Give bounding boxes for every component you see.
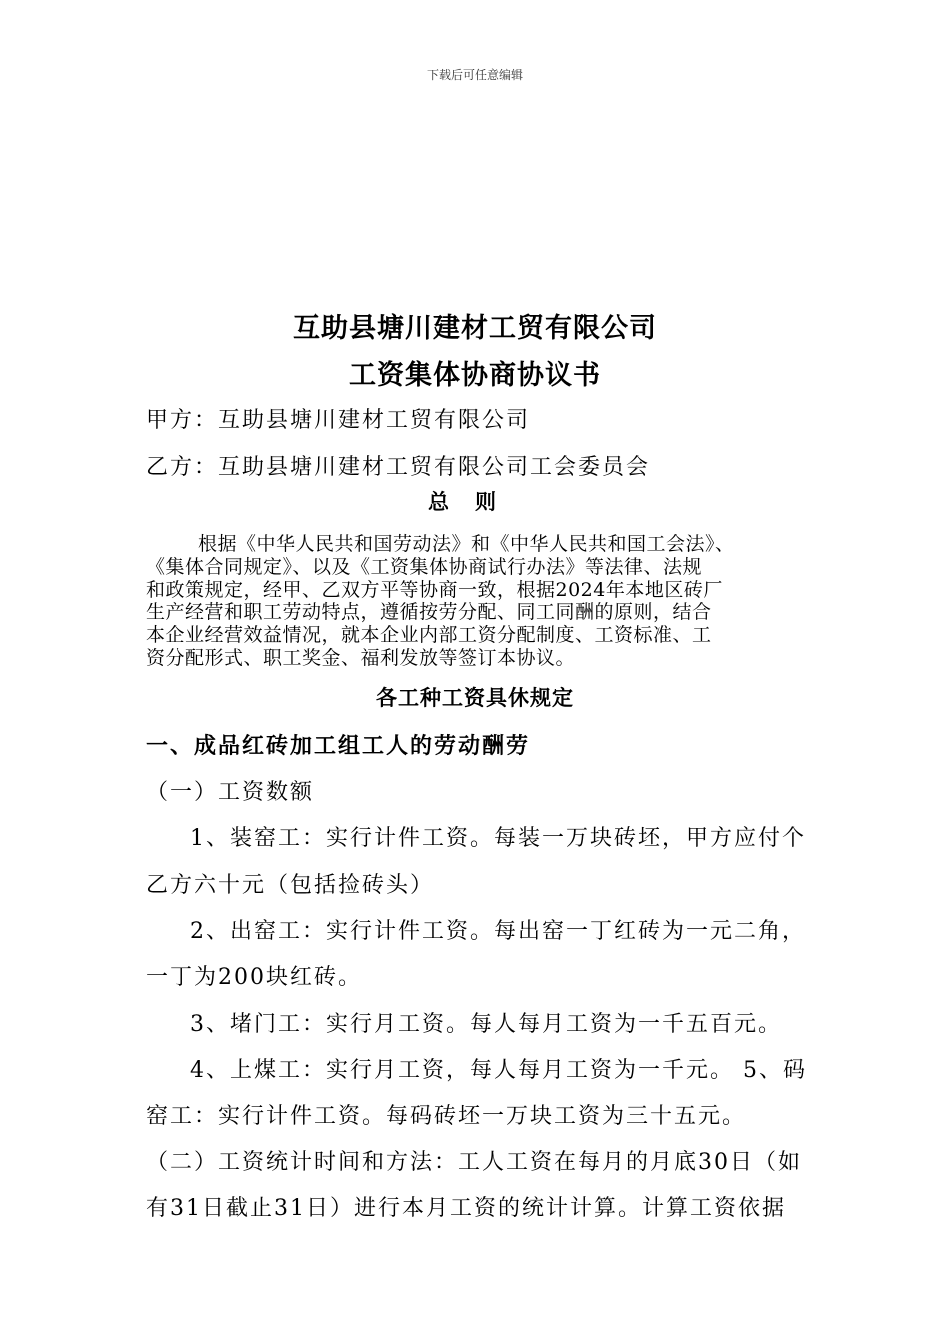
rule-door-sealer: 3、堵门工：实行月工资。每人每月工资为一千五百元。 xyxy=(190,1012,782,1037)
document-title-company: 互助县塘川建材工贸有限公司 xyxy=(293,313,657,344)
intro-line: 生产经营和职工劳动特点，遵循按劳分配、同工同酬的原则，结合 xyxy=(146,601,712,624)
section-heading-specific: 各工种工资具休规定 xyxy=(376,686,574,710)
document-title-agreement: 工资集体协商协议书 xyxy=(349,360,601,391)
party-b: 乙方：互助县塘川建材工贸有限公司工会委员会 xyxy=(146,455,651,480)
intro-line: 本企业经营效益情况，就本企业内部工资分配制度、工资标准、工 xyxy=(146,624,712,647)
intro-line: 资分配形式、职工奖金、福利发放等签订本协议。 xyxy=(146,646,576,669)
intro-line: 根据《中华人民共和国劳动法》和《中华人民共和国工会法》、 xyxy=(198,533,735,555)
header-note: 下载后可任意编辑 xyxy=(426,68,523,82)
intro-line: 和政策规定，经甲、乙双方平等协商一致，根据2024年本地区砖厂 xyxy=(146,578,723,601)
intro-line: 《集体合同规定》、以及《工资集体协商试行办法》等法律、法规 xyxy=(146,555,703,578)
section-heading-general: 总则 xyxy=(428,490,522,514)
rule-kiln-loader: 1、装窑工：实行计件工资。每装一万块砖坯，甲方应付个 xyxy=(190,826,806,851)
subsection-wage-calc: （二）工资统计时间和方法：工人工资在每月的月底30日（如 xyxy=(146,1150,802,1175)
intro-paragraph xyxy=(146,533,814,670)
rule-kiln-unloader: 2、出窑工：实行计件工资。每出窑一丁红砖为一元二角， xyxy=(190,919,806,944)
subsection-wage-calc-cont: 有31日截止31日）进行本月工资的统计计算。计算工资依据 xyxy=(146,1196,786,1221)
rule-coal-feeder: 4、上煤工：实行月工资，每人每月工资为一千元。 5、码 xyxy=(190,1058,807,1083)
party-a: 甲方：互助县塘川建材工贸有限公司 xyxy=(146,408,531,433)
rule-kiln-stacker: 窑工：实行计件工资。每码砖坯一万块工资为三十五元。 xyxy=(146,1104,747,1129)
item-heading-1: 一、成品红砖加工组工人的劳动酬劳 xyxy=(146,734,531,759)
rule-kiln-loader-cont: 乙方六十元（包括捡砖头） xyxy=(146,873,435,898)
subsection-wage-amount: （一）工资数额 xyxy=(146,780,315,805)
rule-kiln-unloader-cont: 一丁为200块红砖。 xyxy=(146,965,362,990)
